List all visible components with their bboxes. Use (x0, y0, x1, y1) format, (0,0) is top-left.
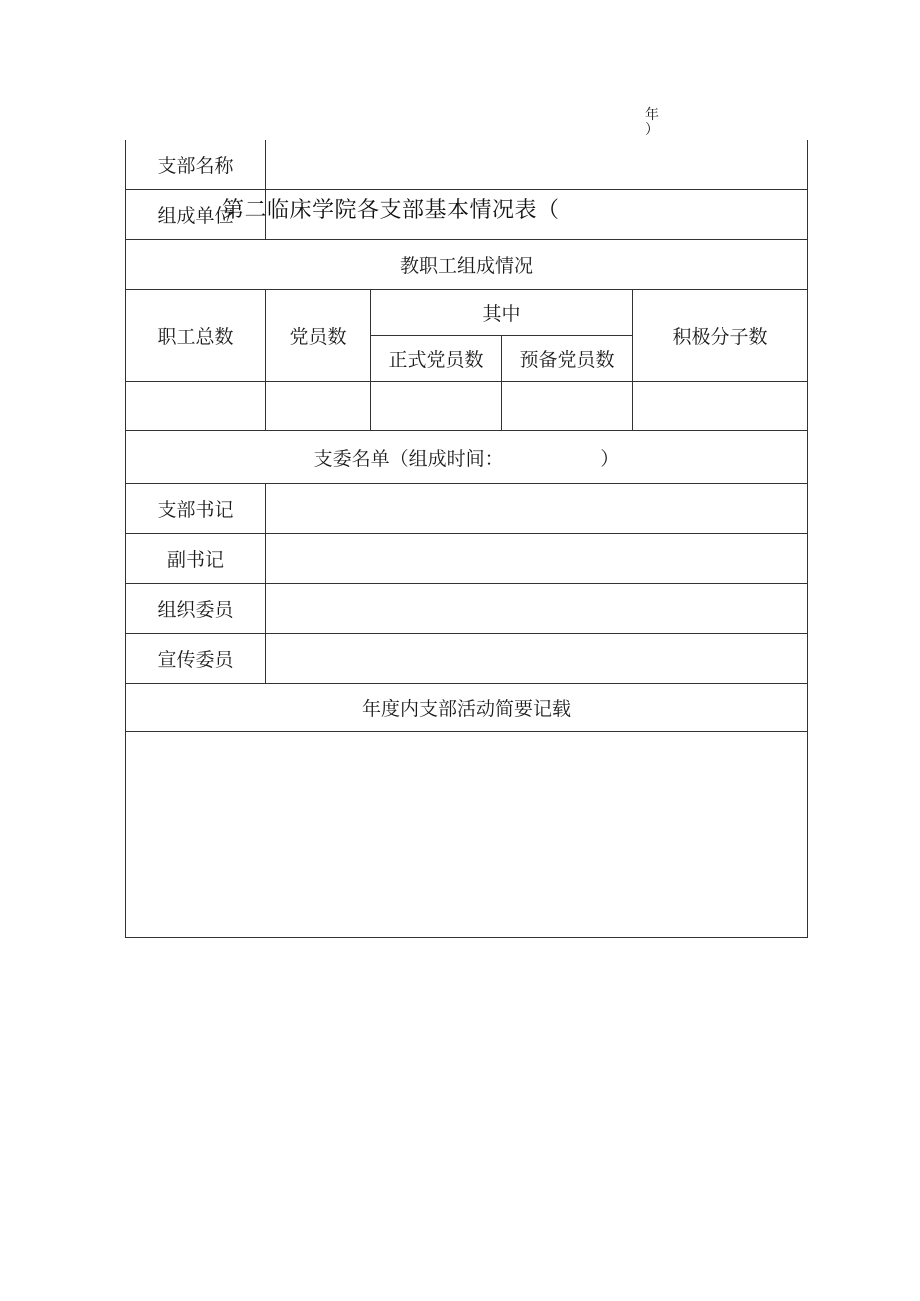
branch-info-table (125, 140, 808, 938)
branch-name-row (126, 140, 808, 190)
branch-name-field[interactable] (266, 140, 808, 190)
year-header (643, 108, 661, 138)
probationary-members-field[interactable] (502, 382, 633, 431)
probationary-members-header: 预备党员数 (502, 336, 633, 382)
staff-header-row-1 (126, 290, 808, 336)
among-them-header: 其中 (371, 290, 633, 336)
total-staff-field[interactable] (126, 382, 266, 431)
committee-member-row (126, 634, 808, 684)
branch-name-label: 支部名称 (126, 140, 266, 190)
full-members-header: 正式党员数 (371, 336, 502, 382)
total-staff-header: 职工总数 (126, 290, 266, 382)
activities-body-row (126, 732, 808, 938)
publicity-member-field[interactable] (266, 634, 808, 684)
organization-member-field[interactable] (266, 584, 808, 634)
organization-member-label: 组织委员 (126, 584, 266, 634)
activities-field[interactable] (126, 732, 808, 938)
activists-header: 积极分子数 (633, 290, 808, 382)
deputy-secretary-field[interactable] (266, 534, 808, 584)
party-members-header: 党员数 (266, 290, 371, 382)
year-paren-close: ） (645, 122, 659, 138)
secretary-field[interactable] (266, 484, 808, 534)
staff-section-row (126, 240, 808, 290)
activists-field[interactable] (633, 382, 808, 431)
staff-values-row (126, 382, 808, 431)
activities-section-title: 年度内支部活动简要记载 (126, 684, 808, 732)
committee-member-row (126, 484, 808, 534)
party-members-field[interactable] (266, 382, 371, 431)
publicity-member-label: 宣传委员 (126, 634, 266, 684)
committee-member-row (126, 534, 808, 584)
page-title: 第二临床学院各支部基本情况表（ (222, 198, 560, 223)
committee-section-title: 支委名单（组成时间： ） (126, 431, 808, 484)
full-members-field[interactable] (371, 382, 502, 431)
secretary-label: 支部书记 (126, 484, 266, 534)
activities-section-row (126, 684, 808, 732)
committee-section-row (126, 431, 808, 484)
deputy-secretary-label: 副书记 (126, 534, 266, 584)
composition-unit-label: 组成单位 (126, 190, 266, 240)
committee-member-row (126, 584, 808, 634)
staff-section-title: 教职工组成情况 (126, 240, 808, 290)
year-char: 年 (645, 107, 659, 123)
